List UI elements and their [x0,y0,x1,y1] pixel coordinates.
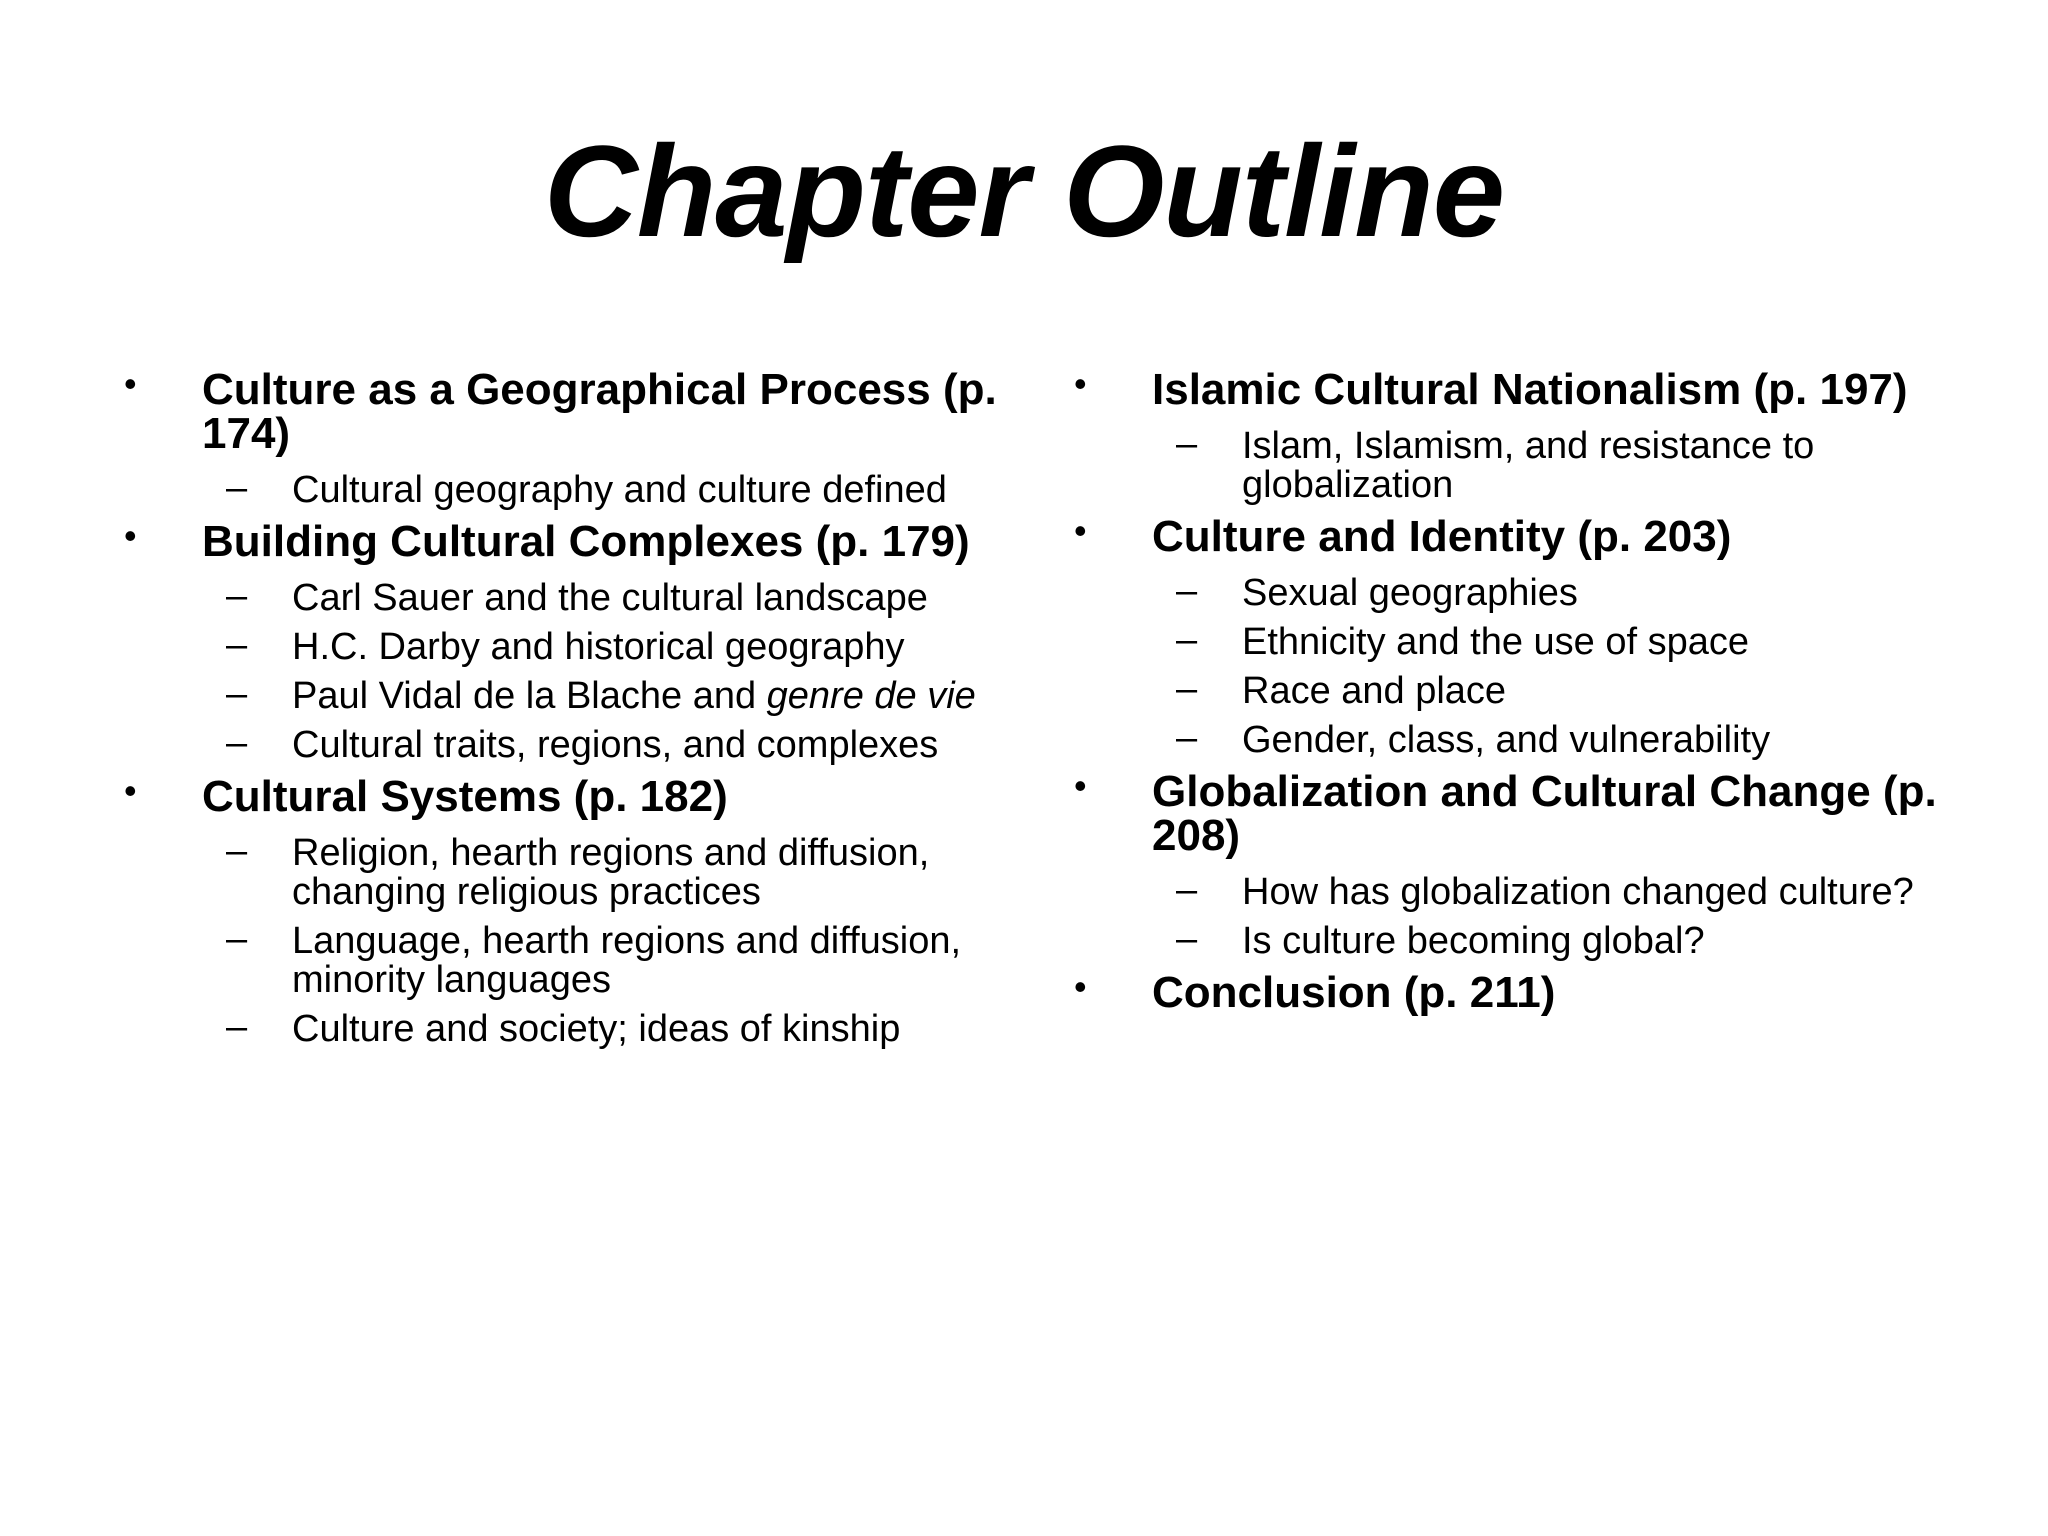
dash-icon: – [226,1006,248,1048]
heading-text: Culture and Identity (p. 203) [1152,512,1732,561]
outline-heading [1072,363,1952,414]
dash-icon: – [226,722,248,764]
subitem-text: Cultural traits, regions, and complexes [292,724,939,766]
outline-subitem [1072,668,1952,712]
outline-subitem [122,624,1002,668]
dash-icon: – [1176,570,1198,612]
bullet-icon: • [1074,363,1087,404]
subitem-text: Religion, hearth regions and diffusion, changing religious practices [292,832,930,913]
subitem-text: Race and place [1242,670,1507,712]
subitem-text: Gender, class, and vulnerability [1242,719,1771,761]
heading-text: Conclusion (p. 211) [1152,968,1556,1017]
dash-icon: – [226,918,248,960]
outline-heading [122,770,1002,821]
outline-subitem [122,830,1002,913]
heading-text: Cultural Systems (p. 182) [202,772,728,821]
bullet-icon: • [124,770,137,811]
subitem-italic-text: genre de vie [766,675,976,717]
outline-heading [1072,966,1952,1017]
outline-subitem [122,575,1002,619]
outline-subitem [1072,570,1952,614]
outline-subitem [1072,619,1952,663]
outline-subitem [1072,423,1952,506]
bullet-icon: • [1074,765,1087,806]
dash-icon: – [1176,668,1198,710]
dash-icon: – [226,467,248,509]
heading-text: Islamic Cultural Nationalism (p. 197) [1152,365,1908,414]
dash-icon: – [226,575,248,617]
heading-text: Globalization and Cultural Change (p. 208) [1152,767,1937,860]
outline-subitem [1072,717,1952,761]
dash-icon: – [226,830,248,872]
subitem-text: Language, hearth regions and diffusion, minority languages [292,920,962,1001]
dash-icon: – [226,673,248,715]
heading-text: Culture as a Geographical Process (p. 174) [202,365,997,458]
bullet-icon: • [124,515,137,556]
outline-subitem [122,722,1002,766]
outline-subitem [122,1006,1002,1050]
bullet-icon: • [124,363,137,404]
outline-subitem [122,673,1002,717]
dash-icon: – [1176,717,1198,759]
subitem-text: Paul Vidal de la Blache and [292,675,767,717]
subitem-text: Carl Sauer and the cultural landscape [292,577,928,619]
outline-heading [122,515,1002,566]
subitem-text: How has globalization changed culture? [1242,871,1914,913]
outline-heading [122,363,1002,458]
subitem-text: Islam, Islamism, and resistance to globalization [1242,425,1815,506]
outline-subitem [1072,869,1952,913]
outline-subitem [122,918,1002,1001]
dash-icon: – [226,624,248,666]
right-column [1072,363,1952,1030]
subitem-text: Ethnicity and the use of space [1242,621,1749,663]
subitem-text: Culture and society; ideas of kinship [292,1008,901,1050]
slide-title: Chapter Outline [543,118,1505,264]
dash-icon: – [1176,918,1198,960]
outline-heading [1072,510,1952,561]
subitem-text: Cultural geography and culture defined [292,469,947,511]
outline-heading [1072,765,1952,860]
dash-icon: – [1176,619,1198,661]
subitem-text: H.C. Darby and historical geography [292,626,905,668]
outline-subitem [122,467,1002,511]
subitem-text: Is culture becoming global? [1242,920,1705,962]
subitem-text: Sexual geographies [1242,572,1578,614]
heading-text: Building Cultural Complexes (p. 179) [202,517,970,566]
outline-subitem [1072,918,1952,962]
dash-icon: – [1176,423,1198,465]
bullet-icon: • [1074,966,1087,1007]
bullet-icon: • [1074,510,1087,551]
left-column [122,363,1002,1059]
dash-icon: – [1176,869,1198,911]
